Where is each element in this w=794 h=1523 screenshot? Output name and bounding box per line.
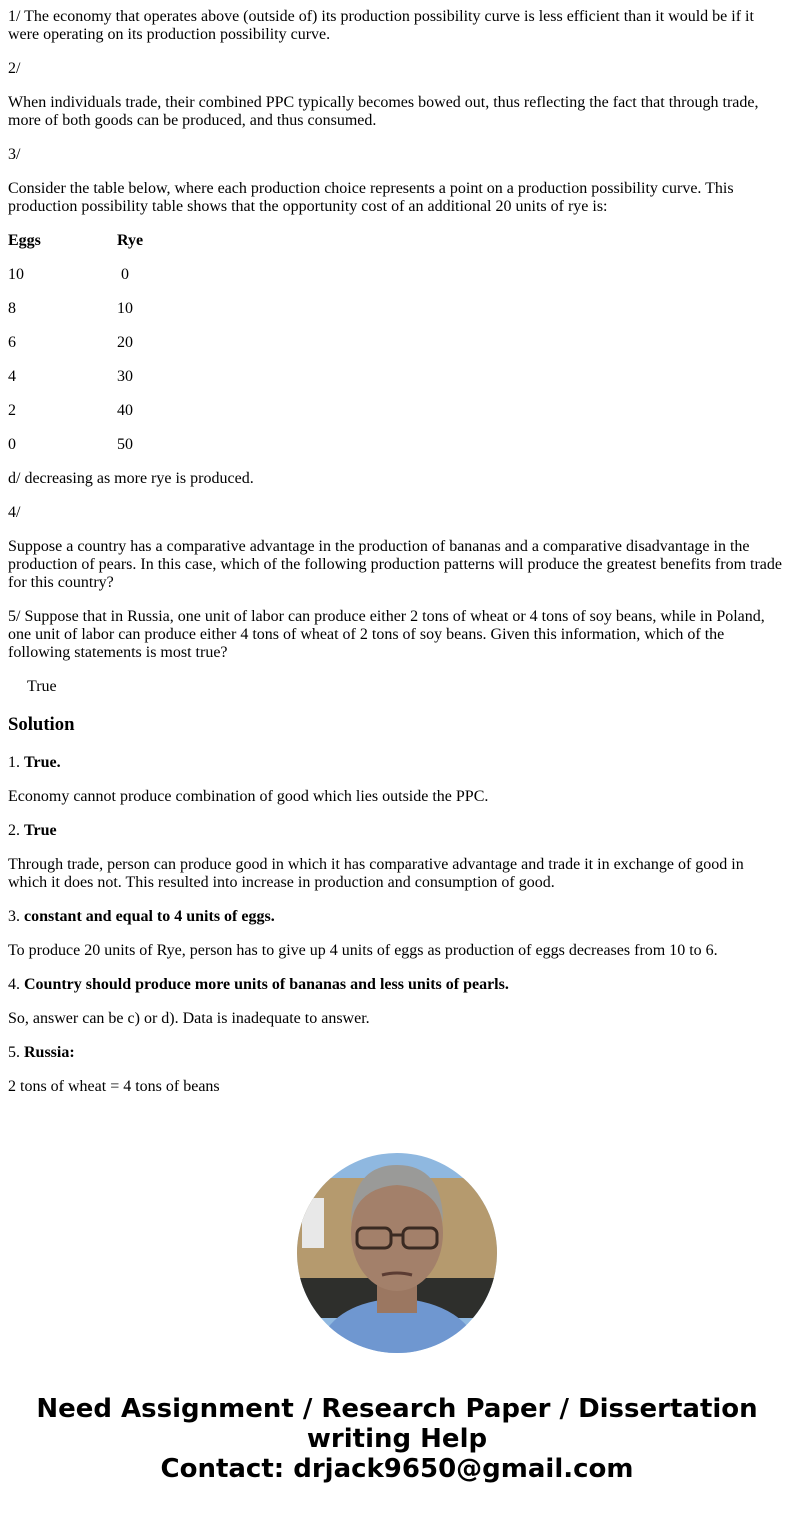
- header-rye: Rye: [117, 232, 144, 249]
- solution-answer-text: True: [24, 822, 57, 839]
- solution-number: 1.: [8, 754, 24, 771]
- true-label: True: [27, 678, 57, 695]
- table-row: [8, 436, 786, 454]
- solution-heading: Solution: [8, 714, 75, 735]
- question-2: When individuals trade, their combined PPC typically becomes bowed out, thus reflecting the fact that through trade, more of both goods can be produced, and thus consumed.: [8, 94, 759, 129]
- solution-answer: [8, 1044, 786, 1062]
- promo-section: [0, 1122, 794, 1523]
- table-row: [8, 300, 786, 318]
- solution-explanation: 2 tons of wheat = 4 tons of beans: [8, 1078, 220, 1095]
- contact-banner: [0, 1394, 794, 1484]
- question-5: 5/ Suppose that in Russia, one unit of labor can produce either 2 tons of wheat or 4 tons of soy beans, while in Poland, one unit of labor can produce either 4 tons of wheat of 2 tons of soy beans. Given this information, which of the following statements is most true?: [8, 608, 765, 661]
- solution-explanation: Through trade, person can produce good in which it has comparative advantage and trade it in exchange of good in which it does not. This resulted into increase in production and consumption of good.: [8, 856, 744, 891]
- document-content: [8, 0, 786, 1122]
- avatar: [297, 1153, 497, 1353]
- eggs-cell: 6: [8, 334, 16, 351]
- question-4: Suppose a country has a comparative advantage in the production of bananas and a comparative disadvantage in the production of pears. In this case, which of the following production patterns will produce the greatest benefits from trade for this country?: [8, 538, 782, 591]
- table-header: [8, 232, 786, 250]
- banner-contact: Contact: drjack9650@gmail.com: [160, 1454, 634, 1484]
- rye-cell: 40: [117, 402, 133, 419]
- solution-answer-text: True.: [24, 754, 61, 771]
- table-row: [8, 266, 786, 284]
- solution-explanation: So, answer can be c) or d). Data is inadequate to answer.: [8, 1010, 370, 1027]
- solution-answer: [8, 976, 786, 994]
- eggs-cell: 10: [8, 266, 24, 283]
- solution-number: 5.: [8, 1044, 24, 1061]
- solution-answer: [8, 754, 786, 772]
- solution-answer-text: Russia:: [24, 1044, 75, 1061]
- question-3: Consider the table below, where each production choice represents a point on a production possibility curve. This production possibility table shows that the opportunity cost of an additional 20 units of rye is:: [8, 180, 734, 215]
- header-eggs: Eggs: [8, 232, 41, 249]
- question-3-answer: d/ decreasing as more rye is produced.: [8, 470, 254, 487]
- solution-number: 3.: [8, 908, 24, 925]
- rye-cell: 30: [117, 368, 133, 385]
- solution-answer: [8, 822, 786, 840]
- question-2-number: 2/: [8, 60, 21, 77]
- solution-explanation: Economy cannot produce combination of good which lies outside the PPC.: [8, 788, 489, 805]
- banner-line-1: Need Assignment / Research Paper / Dissertation: [36, 1394, 758, 1424]
- eggs-cell: 4: [8, 368, 16, 385]
- eggs-cell: 8: [8, 300, 16, 317]
- solution-number: 2.: [8, 822, 24, 839]
- solution-answer-text: constant and equal to 4 units of eggs.: [24, 908, 275, 925]
- rye-cell: 20: [117, 334, 133, 351]
- solution-answer: [8, 908, 786, 926]
- question-4-number: 4/: [8, 504, 21, 521]
- solution-answer-text: Country should produce more units of bananas and less units of pearls.: [24, 976, 509, 993]
- solution-explanation: To produce 20 units of Rye, person has to give up 4 units of eggs as production of eggs decreases from 10 to 6.: [8, 942, 718, 959]
- banner-line-2: writing Help: [306, 1424, 488, 1454]
- eggs-cell: 0: [8, 436, 16, 453]
- table-row: [8, 402, 786, 420]
- question-3-number: 3/: [8, 146, 21, 163]
- eggs-cell: 2: [8, 402, 16, 419]
- question-1: 1/ The economy that operates above (outside of) its production possibility curve is less efficient than it would be if it were operating on its production possibility curve.: [8, 8, 754, 43]
- table-row: [8, 334, 786, 352]
- rye-cell: 10: [117, 300, 133, 317]
- rye-cell: 50: [117, 436, 133, 453]
- table-row: [8, 368, 786, 386]
- solution-number: 4.: [8, 976, 24, 993]
- rye-cell: 0: [117, 266, 129, 283]
